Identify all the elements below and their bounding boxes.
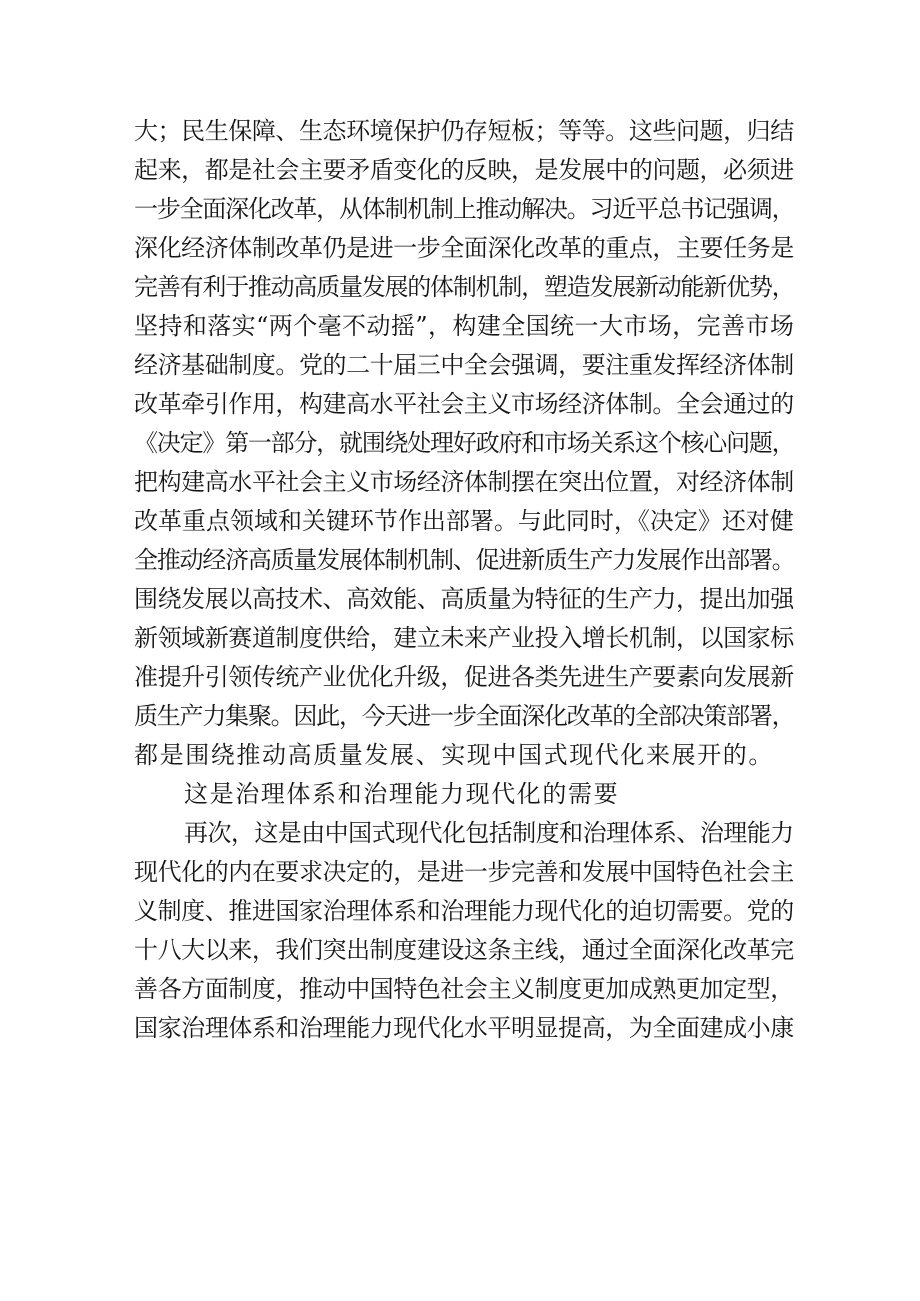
paragraph-line: 十八大以来，我们突出制度建设这条主线，通过全面深化改革完: [134, 936, 794, 964]
paragraph-line: 大；民生保障、生态环境保护仍存短板；等等。这些问题，归结: [134, 117, 794, 145]
paragraph-line: 善各方面制度，推动中国特色社会主义制度更加成熟更加定型，: [134, 975, 794, 1003]
paragraph-line: 起来，都是社会主要矛盾变化的反映，是发展中的问题，必须进: [134, 156, 794, 184]
paragraph-line: 经济基础制度。党的二十届三中全会强调，要注重发挥经济体制: [134, 351, 794, 379]
paragraph-line: 准提升引领传统产业优化升级，促进各类先进生产要素向发展新: [134, 663, 794, 691]
paragraph-line: 改革重点领域和关键环节作出部署。与此同时，《决定》还对健: [134, 507, 794, 535]
paragraph-line: 现代化的内在要求决定的，是进一步完善和发展中国特色社会主: [134, 858, 794, 886]
paragraph-line: 都是围绕推动高质量发展、实现中国式现代化来展开的。: [134, 741, 774, 769]
paragraph-line: 新领域新赛道制度供给，建立未来产业投入增长机制，以国家标: [134, 624, 794, 652]
paragraph-line: 《决定》第一部分，就围绕处理好政府和市场关系这个核心问题，: [134, 429, 795, 457]
paragraph-line: 一步全面深化改革，从体制机制上推动解决。习近平总书记强调，: [134, 195, 795, 223]
paragraph-line: 完善有利于推动高质量发展的体制机制，塑造发展新动能新优势，: [134, 273, 795, 301]
paragraph-line: 义制度、推进国家治理体系和治理能力现代化的迫切需要。党的: [134, 897, 794, 925]
paragraph-line: 围绕发展以高技术、高效能、高质量为特征的生产力，提出加强: [134, 585, 794, 613]
paragraph-line-indented: 再次，这是由中国式现代化包括制度和治理体系、治理能力: [184, 819, 794, 847]
paragraph-line: 坚持和落实“两个毫不动摇”，构建全国统一大市场，完善市场: [134, 312, 795, 340]
paragraph-line: 改革牵引作用，构建高水平社会主义市场经济体制。全会通过的: [134, 390, 794, 418]
paragraph-line: 质生产力集聚。因此，今天进一步全面深化改革的全部决策部署，: [134, 702, 795, 730]
paragraph-line: 深化经济体制改革仍是进一步全面深化改革的重点，主要任务是: [134, 234, 794, 262]
paragraph-line: 把构建高水平社会主义市场经济体制摆在突出位置，对经济体制: [134, 468, 794, 496]
paragraph-line: 全推动经济高质量发展体制机制、促进新质生产力发展作出部署。: [134, 546, 795, 574]
body-text: [134, 112, 794, 1048]
paragraph-line-indented: 这是治理体系和治理能力现代化的需要: [184, 780, 620, 808]
paragraph-line: 国家治理体系和治理能力现代化水平明显提高，为全面建成小康: [134, 1014, 794, 1042]
